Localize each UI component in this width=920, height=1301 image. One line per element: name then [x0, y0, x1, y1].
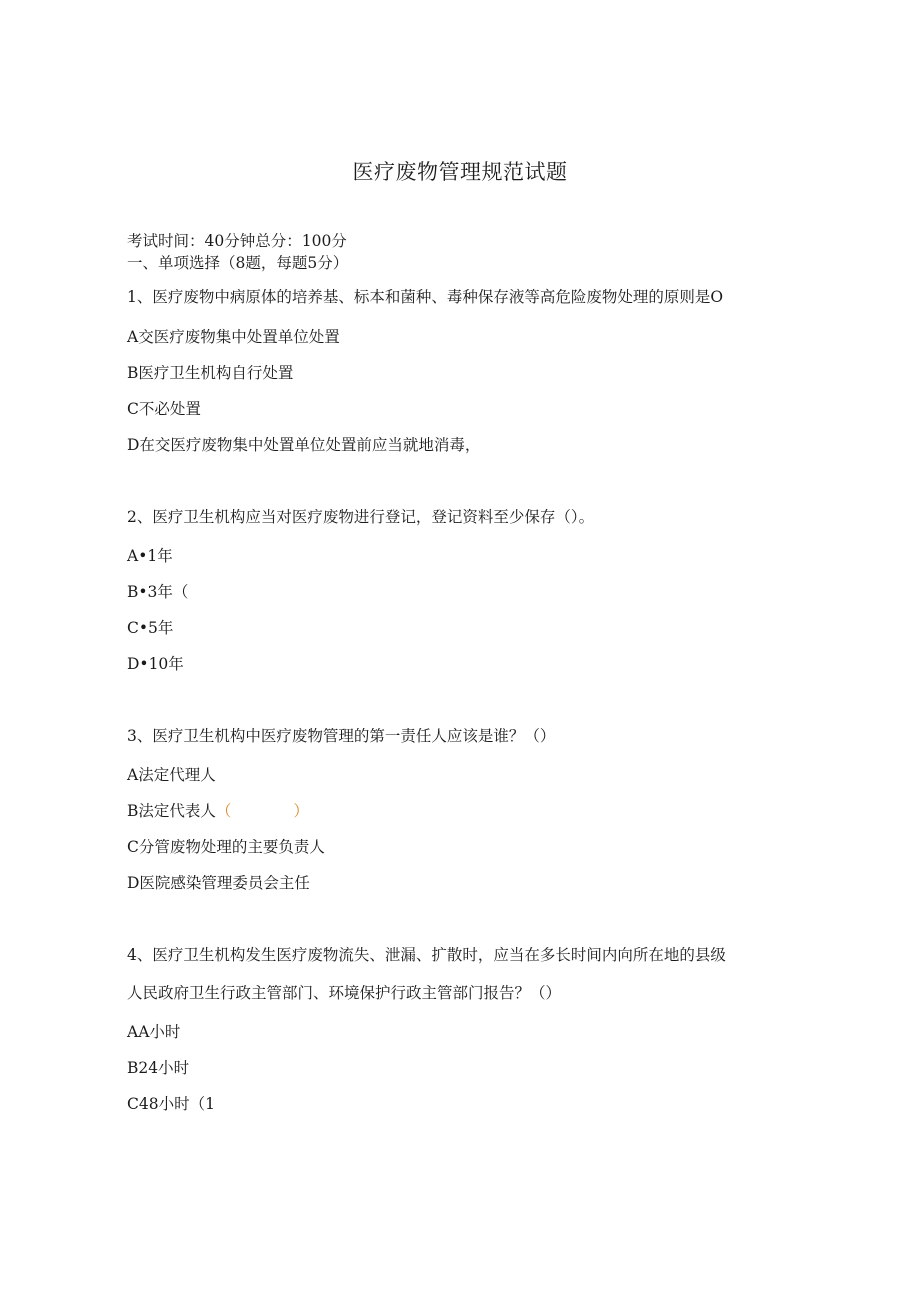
- section-heading: 一、单项选择（8题，每题5分）: [127, 254, 349, 272]
- exam-info: 考试时间：40分钟总分：100分: [127, 232, 347, 250]
- answer-blank-close: ）: [293, 802, 309, 820]
- question-3-option-b: B法定代表人: [127, 802, 216, 820]
- question-3-option-c: C分管废物处理的主要负责人: [127, 838, 325, 856]
- question-3-text: 3、医疗卫生机构中医疗废物管理的第一责任人应该是谁？（）: [127, 727, 556, 745]
- question-1-option-a: A交医疗废物集中处置单位处置: [127, 328, 340, 346]
- question-4-option-c: C48小时（1: [127, 1095, 215, 1113]
- question-1-option-d: D在交医疗废物集中处置单位处置前应当就地消毒，: [127, 436, 481, 454]
- question-1-text: 1、医疗废物中病原体的培养基、标本和菌种、毒种保存液等高危险废物处理的原则是O: [127, 288, 724, 306]
- document-title: 医疗废物管理规范试题: [352, 160, 568, 184]
- question-2-option-a: A•1年: [127, 547, 173, 565]
- question-2-option-c: C•5年: [127, 619, 174, 637]
- question-3-option-b-line: [127, 801, 309, 821]
- question-1-option-b: B医疗卫生机构自行处置: [127, 364, 294, 382]
- answer-blank-open: （: [215, 802, 232, 820]
- question-3-option-d: D医院感染管理委员会主任: [127, 874, 310, 892]
- question-4-option-a: AA小时: [127, 1023, 181, 1041]
- question-4-option-b: B24小时: [127, 1059, 190, 1077]
- question-2-option-b: B•3年（: [127, 583, 189, 601]
- question-1-option-c: C不必处置: [127, 400, 201, 418]
- question-4-text-line-1: 4、医疗卫生机构发生医疗废物流失、泄漏、扩散时，应当在多长时间内向所在地的县级: [127, 946, 726, 964]
- question-2-option-d: D•10年: [127, 655, 184, 673]
- question-2-text: 2、医疗卫生机构应当对医疗废物进行登记，登记资料至少保存（）。: [127, 508, 595, 526]
- question-3-option-a: A法定代理人: [127, 766, 216, 784]
- question-4-text-line-2: 人民政府卫生行政主管部门、环境保护行政主管部门报告？（）: [127, 984, 562, 1002]
